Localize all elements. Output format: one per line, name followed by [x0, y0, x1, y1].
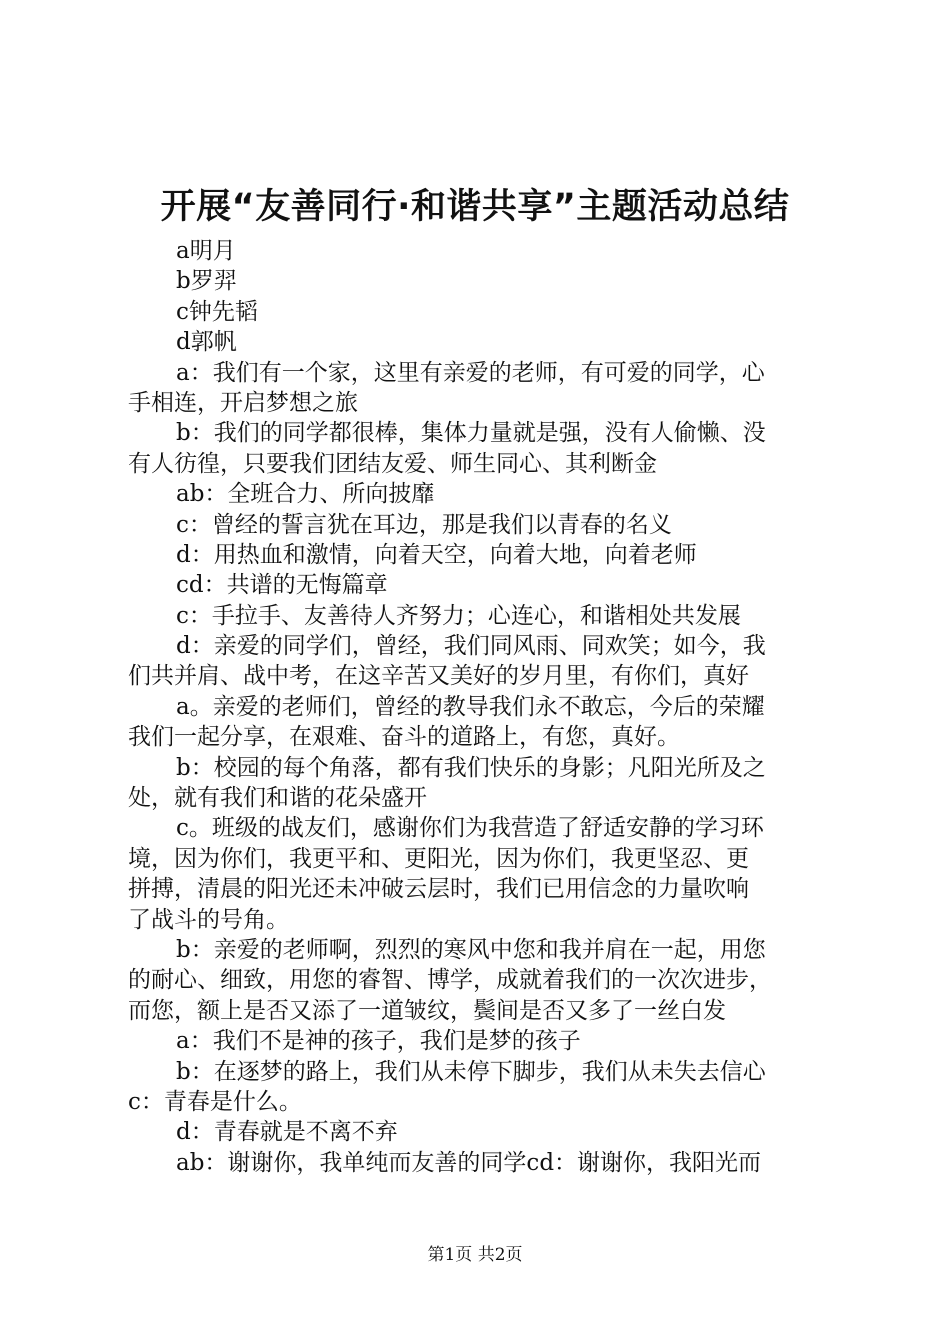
text-line: c：青春是什么。	[128, 1088, 302, 1115]
text-line: a。亲爱的老师们，曾经的教导我们永不敢忘，今后的荣耀	[176, 693, 765, 720]
text-line: b：亲爱的老师啊，烈烈的寒风中您和我并肩在一起，用您	[176, 936, 766, 963]
text-line: b罗羿	[176, 268, 237, 295]
text-line: 手相连，开启梦想之旅	[128, 389, 358, 416]
page-footer: 第1页 共2页	[427, 1245, 523, 1265]
text-line: a明月	[176, 238, 236, 264]
text-line: cd：共谱的无悔篇章	[176, 572, 388, 599]
text-line: 了战斗的号角。	[128, 906, 289, 933]
text-line: b：我们的同学都很棒，集体力量就是强，没有人偷懒、没	[176, 420, 766, 447]
text-line: d：亲爱的同学们，曾经，我们同风雨、同欢笑；如今，我	[176, 633, 766, 660]
text-line: 的耐心、细致，用您的睿智、博学，成就着我们的一次次进步，	[128, 967, 772, 994]
document-body	[128, 236, 840, 1178]
text-line: c：曾经的誓言犹在耳边，那是我们以青春的名义	[176, 511, 672, 538]
text-line: 有人彷徨，只要我们团结友爱、师生同心、其利断金	[128, 450, 657, 477]
document-title: 开展“友善同行·和谐共享”主题活动总结	[160, 187, 790, 227]
text-line: c钟先韬	[176, 298, 258, 325]
text-line: b：校园的每个角落，都有我们快乐的身影；凡阳光所及之	[176, 754, 766, 781]
text-line: b：在逐梦的路上，我们从未停下脚步，我们从未失去信心	[176, 1058, 766, 1085]
text-line: d：青春就是不离不弃	[176, 1119, 398, 1146]
text-line: c。班级的战友们，感谢你们为我营造了舒适安静的学习环	[176, 815, 764, 842]
text-line: ab：谢谢你，我单纯而友善的同学cd：谢谢你，我阳光而	[176, 1149, 762, 1176]
text-line: 而您，额上是否又添了一道皱纹，鬓间是否又多了一丝白发	[128, 997, 726, 1024]
text-line: ab：全班合力、所向披靡	[176, 481, 435, 508]
text-line: d：用热血和激情，向着天空，向着大地，向着老师	[176, 541, 697, 568]
text-line: d郭帆	[176, 329, 237, 356]
text-line: 们共并肩、战中考，在这辛苦又美好的岁月里，有你们，真好	[128, 663, 749, 690]
text-line: 境，因为你们，我更平和、更阳光，因为你们，我更坚忍、更	[128, 845, 749, 872]
text-line: c：手拉手、友善待人齐努力；心连心，和谐相处共发展	[176, 602, 741, 629]
text-line: 我们一起分享，在艰难、奋斗的道路上，有您，真好。	[128, 724, 680, 751]
text-line: a：我们有一个家，这里有亲爱的老师，有可爱的同学，心	[176, 359, 765, 386]
text-line: 拼搏，清晨的阳光还未冲破云层时，我们已用信念的力量吹响	[128, 876, 749, 903]
text-line: 处，就有我们和谐的花朵盛开	[128, 785, 427, 812]
text-line: a：我们不是神的孩子，我们是梦的孩子	[176, 1028, 581, 1055]
